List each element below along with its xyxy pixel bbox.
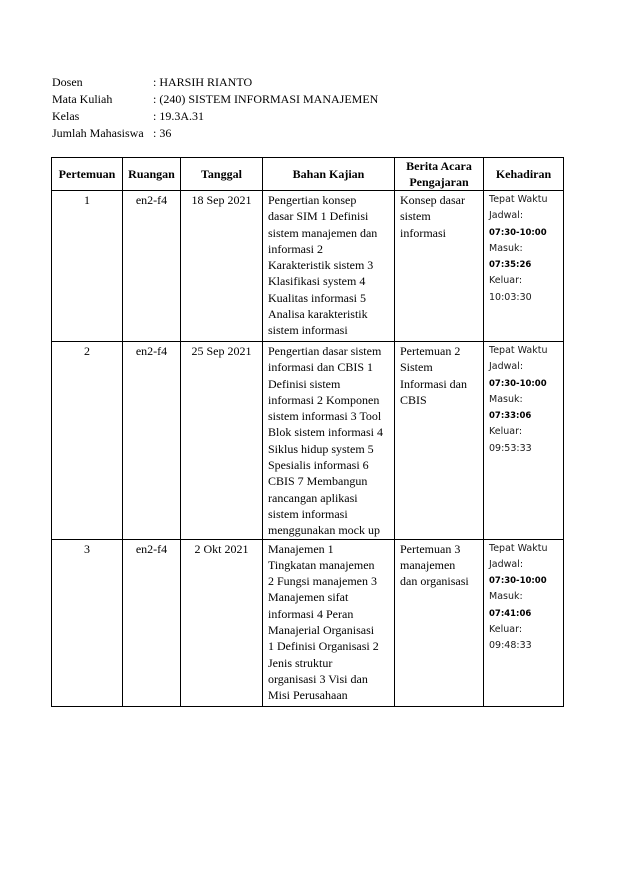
keluar-time: 10:03:30 bbox=[489, 291, 532, 303]
jadwal-label: Jadwal: bbox=[489, 361, 524, 373]
bahan-kajian-line: informasi 2 Komponen bbox=[268, 392, 380, 407]
bahan-kajian-line: Kualitas informasi 5 bbox=[268, 290, 366, 305]
jadwal-time: 07:30-10:00 bbox=[489, 227, 547, 238]
bahan-kajian-line: informasi dan CBIS 1 bbox=[268, 360, 373, 375]
berita-acara-line: sistem bbox=[400, 209, 431, 224]
keluar-label: Keluar: bbox=[489, 624, 523, 636]
table-body bbox=[52, 191, 564, 707]
cell-kehadiran bbox=[484, 539, 564, 706]
keluar-time: 09:53:33 bbox=[489, 442, 532, 454]
cell-bahan-kajian bbox=[263, 539, 395, 706]
column-header-pertemuan: Pertemuan bbox=[52, 158, 123, 191]
info-value: : 19.3A.31 bbox=[153, 109, 204, 123]
bahan-kajian-line: sistem manajemen dan bbox=[268, 225, 378, 240]
info-label: Kelas bbox=[52, 109, 80, 123]
bahan-kajian-line: Spesialis informasi 6 bbox=[268, 458, 369, 473]
bahan-kajian-line: Pengertian dasar sistem bbox=[268, 344, 382, 358]
header-row bbox=[52, 158, 564, 191]
bahan-kajian-line: Pengertian konsep bbox=[268, 193, 357, 207]
cell-tanggal: 25 Sep 2021 bbox=[181, 342, 263, 540]
jadwal-time: 07:30-10:00 bbox=[489, 576, 547, 587]
cell-pertemuan: 3 bbox=[52, 539, 123, 706]
jadwal-time: 07:30-10:00 bbox=[489, 378, 547, 389]
bahan-kajian-line: Manajemen 1 bbox=[268, 541, 334, 556]
bahan-kajian-line: Jenis struktur bbox=[268, 655, 333, 670]
attendance-table bbox=[51, 157, 564, 707]
table-header bbox=[52, 158, 564, 191]
keluar-label: Keluar: bbox=[489, 426, 523, 438]
table-row bbox=[52, 191, 564, 342]
jadwal-label: Jadwal: bbox=[489, 558, 524, 570]
cell-berita-acara bbox=[395, 191, 484, 342]
cell-berita-acara bbox=[395, 342, 484, 540]
cell-pertemuan: 2 bbox=[52, 342, 123, 540]
masuk-time: 07:33:06 bbox=[489, 411, 532, 422]
course-info bbox=[52, 74, 378, 142]
berita-acara-line: CBIS bbox=[400, 392, 427, 407]
table-row bbox=[52, 342, 564, 540]
masuk-label: Masuk: bbox=[489, 591, 523, 603]
berita-acara-line: dan organisasi bbox=[400, 574, 469, 589]
cell-bahan-kajian bbox=[263, 191, 395, 342]
attendance-status: Tepat Waktu bbox=[489, 194, 548, 205]
bahan-kajian-line: Misi Perusahaan bbox=[268, 688, 348, 703]
info-label: Mata Kuliah bbox=[52, 92, 113, 106]
bahan-kajian-line: Blok sistem informasi 4 bbox=[268, 425, 383, 440]
info-value: : (240) SISTEM INFORMASI MANAJEMEN bbox=[153, 92, 379, 106]
masuk-label: Masuk: bbox=[489, 393, 523, 405]
bahan-kajian-line: Manajemen sifat bbox=[268, 590, 349, 605]
berita-acara-line: Pertemuan 2 bbox=[400, 344, 461, 358]
cell-ruangan: en2-f4 bbox=[123, 191, 181, 342]
masuk-time: 07:35:26 bbox=[489, 260, 532, 271]
bahan-kajian-line: Klasifikasi system 4 bbox=[268, 274, 366, 289]
info-value: : HARSIH RIANTO bbox=[153, 75, 253, 89]
attendance-status: Tepat Waktu bbox=[489, 345, 548, 356]
keluar-label: Keluar: bbox=[489, 275, 523, 287]
table-row bbox=[52, 539, 564, 706]
bahan-kajian-line: sistem informasi bbox=[268, 323, 348, 338]
info-row-mata-kuliah bbox=[52, 91, 378, 108]
bahan-kajian-line: sistem informasi 3 Tool bbox=[268, 409, 382, 424]
bahan-kajian-line: dasar SIM 1 Definisi bbox=[268, 209, 369, 224]
attendance-status: Tepat Waktu bbox=[489, 542, 548, 554]
keluar-time: 09:48:33 bbox=[489, 640, 532, 652]
bahan-kajian-line: CBIS 7 Membangun bbox=[268, 474, 368, 489]
cell-ruangan: en2-f4 bbox=[123, 539, 181, 706]
bahan-kajian-line: Definisi sistem bbox=[268, 376, 341, 391]
bahan-kajian-line: Karakteristik sistem 3 bbox=[268, 258, 374, 273]
berita-acara-line: Konsep dasar bbox=[400, 193, 465, 207]
info-row-dosen bbox=[52, 74, 378, 91]
column-header-tanggal: Tanggal bbox=[181, 158, 263, 191]
bahan-kajian-line: sistem informasi bbox=[268, 506, 348, 521]
bahan-kajian-line: organisasi 3 Visi dan bbox=[268, 671, 368, 686]
berita-acara-line: Pertemuan 3 bbox=[400, 541, 461, 556]
info-row-jumlah-mahasiswa bbox=[52, 125, 378, 142]
bahan-kajian-line: Analisa karakteristik bbox=[268, 307, 368, 322]
berita-acara-line: Sistem bbox=[400, 360, 433, 375]
cell-kehadiran bbox=[484, 191, 564, 342]
info-row-kelas bbox=[52, 108, 378, 125]
berita-acara-line: Informasi dan bbox=[400, 376, 467, 391]
masuk-label: Masuk: bbox=[489, 242, 523, 254]
berita-acara-line: informasi bbox=[400, 225, 446, 240]
column-header-berita-acara: Berita Acara Pengajaran bbox=[395, 158, 484, 191]
bahan-kajian-line: 2 Fungsi manajemen 3 bbox=[268, 574, 377, 589]
cell-berita-acara bbox=[395, 539, 484, 706]
info-value: : 36 bbox=[153, 126, 172, 140]
cell-ruangan: en2-f4 bbox=[123, 342, 181, 540]
cell-bahan-kajian bbox=[263, 342, 395, 540]
column-header-bahan-kajian: Bahan Kajian bbox=[263, 158, 395, 191]
bahan-kajian-line: rancangan aplikasi bbox=[268, 490, 358, 505]
jadwal-label: Jadwal: bbox=[489, 210, 524, 222]
column-header-ruangan: Ruangan bbox=[123, 158, 181, 191]
cell-pertemuan: 1 bbox=[52, 191, 123, 342]
cell-tanggal: 18 Sep 2021 bbox=[181, 191, 263, 342]
bahan-kajian-line: informasi 2 bbox=[268, 241, 323, 256]
info-label: Dosen bbox=[52, 75, 83, 89]
cell-kehadiran bbox=[484, 342, 564, 540]
bahan-kajian-line: informasi 4 Peran bbox=[268, 606, 354, 621]
info-label: Jumlah Mahasiswa bbox=[52, 126, 144, 140]
column-header-kehadiran: Kehadiran bbox=[484, 158, 564, 191]
cell-tanggal: 2 Okt 2021 bbox=[181, 539, 263, 706]
bahan-kajian-line: Tingkatan manajemen bbox=[268, 557, 375, 572]
bahan-kajian-line: Siklus hidup system 5 bbox=[268, 441, 374, 456]
masuk-time: 07:41:06 bbox=[489, 608, 532, 619]
bahan-kajian-line: menggunakan mock up bbox=[268, 523, 380, 538]
bahan-kajian-line: Manajerial Organisasi bbox=[268, 623, 375, 638]
bahan-kajian-line: 1 Definisi Organisasi 2 bbox=[268, 639, 379, 654]
berita-acara-line: manajemen bbox=[400, 557, 456, 572]
